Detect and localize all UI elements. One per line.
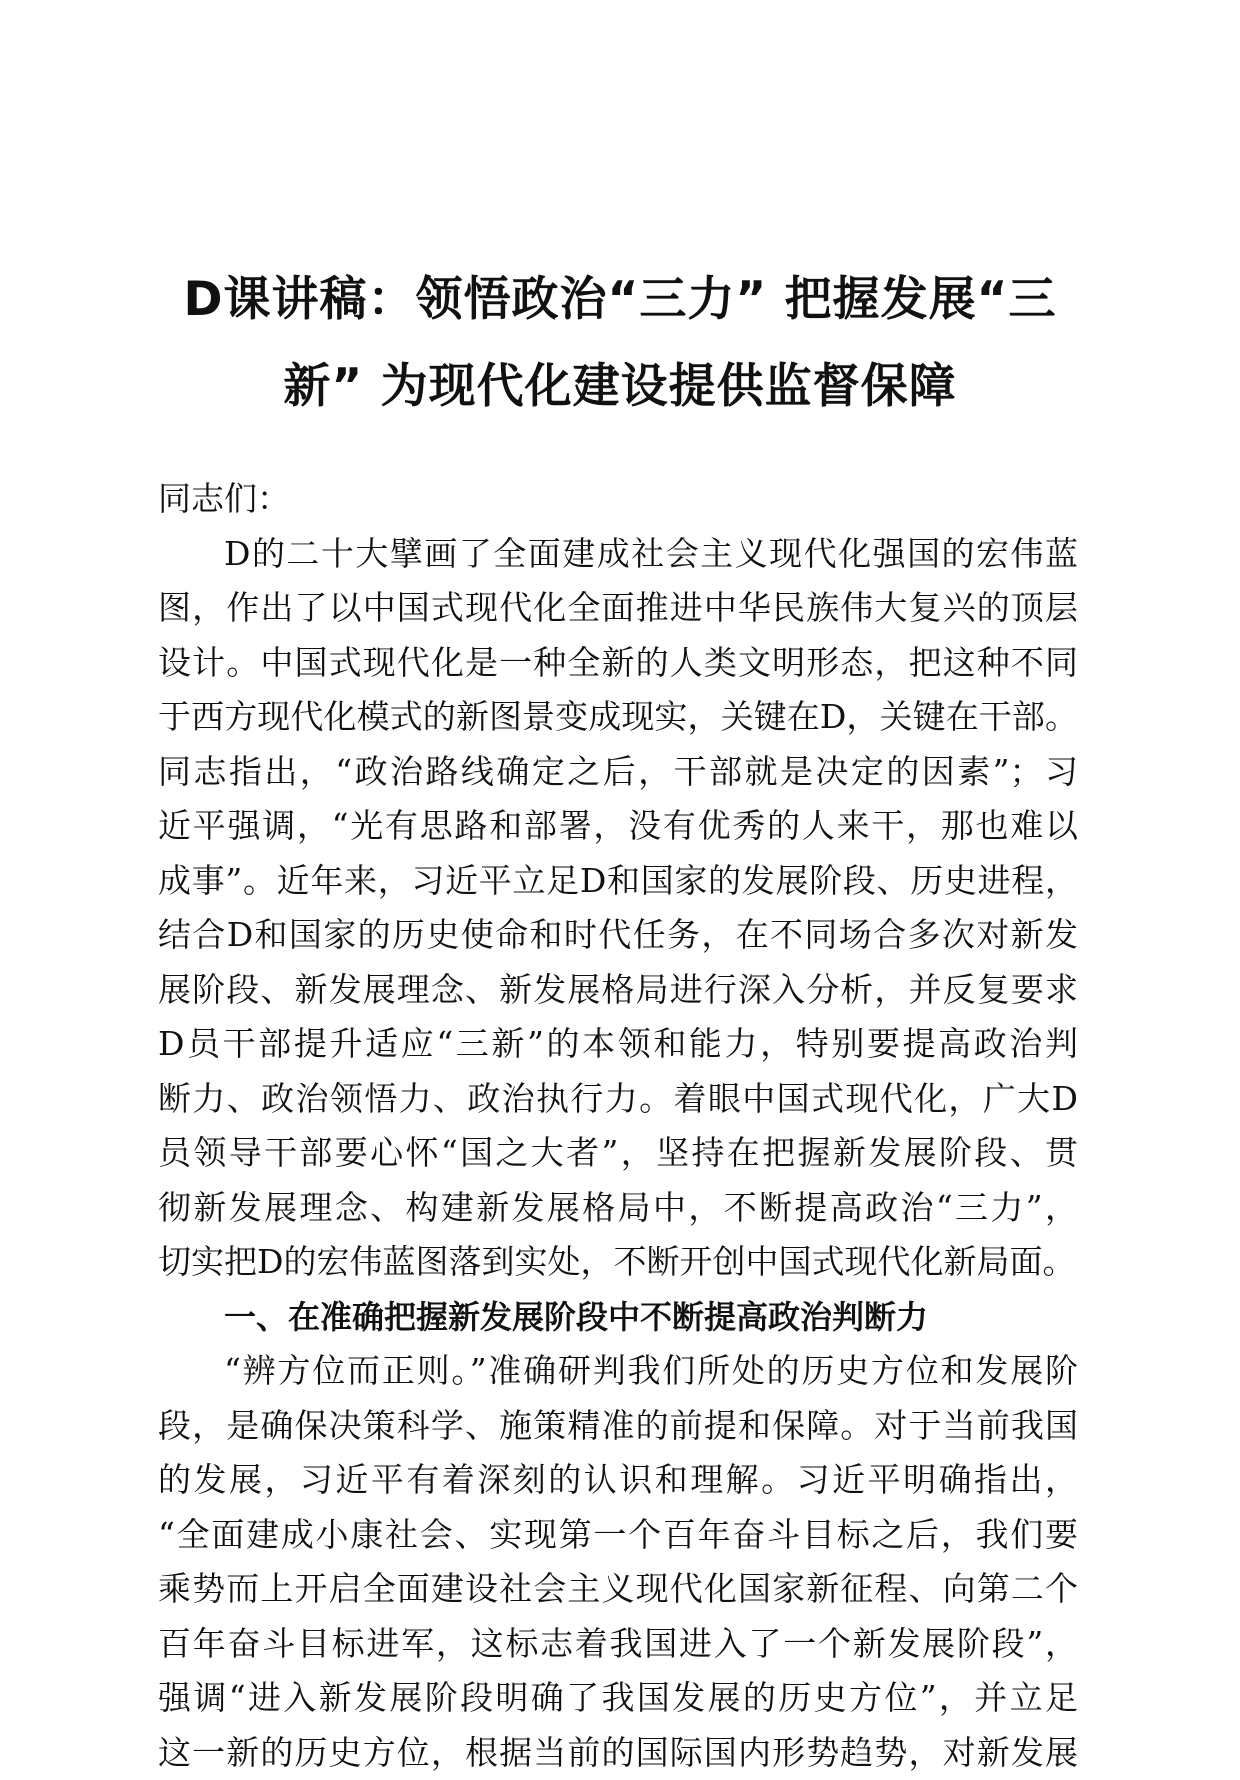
paragraph-line: 结合D和国家的历史使命和时代任务，在不同场合多次对新发 — [158, 908, 1078, 963]
paragraph-line: 于西方现代化模式的新图景变成现实，关键在D，关键在干部。 — [158, 690, 1078, 745]
section-heading-1: 一、在准确把握新发展阶段中不断提高政治判断力 — [158, 1290, 1078, 1345]
paragraph-line: 成事”。近年来，习近平立足D和国家的发展阶段、历史进程， — [158, 854, 1078, 909]
paragraph-2 — [158, 1344, 1078, 1780]
document-title-line-1: D课讲稿：领悟政治“三力” 把握发展“三 — [150, 262, 1090, 329]
paragraph-line: 的发展，习近平有着深刻的认识和理解。习近平明确指出， — [158, 1453, 1078, 1508]
paragraph-line: 段，是确保决策科学、施策精准的前提和保障。对于当前我国 — [158, 1399, 1078, 1454]
paragraph-line: 乘势而上开启全面建设社会主义现代化国家新征程、向第二个 — [158, 1562, 1078, 1617]
paragraph-line: 强调“进入新发展阶段明确了我国发展的历史方位”，并立足 — [158, 1671, 1078, 1726]
paragraph-line: 展阶段、新发展理念、新发展格局进行深入分析，并反复要求 — [158, 963, 1078, 1018]
paragraph-line: 设计。中国式现代化是一种全新的人类文明形态，把这种不同 — [158, 636, 1078, 691]
document-body — [158, 472, 1078, 1780]
paragraph-line: 近平强调，“光有思路和部署，没有优秀的人来干，那也难以 — [158, 799, 1078, 854]
paragraph-line: 切实把D的宏伟蓝图落到实处，不断开创中国式现代化新局面。 — [158, 1235, 1078, 1290]
document-title-line-2: 新” 为现代化建设提供监督保障 — [150, 349, 1090, 416]
paragraph-line: 同志指出，“政治路线确定之后，干部就是决定的因素”；习 — [158, 745, 1078, 800]
paragraph-line: “辨方位而正则。”准确研判我们所处的历史方位和发展阶 — [158, 1344, 1078, 1399]
paragraph-line: 员领导干部要心怀“国之大者”，坚持在把握新发展阶段、贯 — [158, 1126, 1078, 1181]
salutation: 同志们： — [158, 472, 1078, 527]
paragraph-line: 断力、政治领悟力、政治执行力。着眼中国式现代化，广大D — [158, 1072, 1078, 1127]
paragraph-line: 百年奋斗目标进军，这标志着我国进入了一个新发展阶段”， — [158, 1617, 1078, 1672]
paragraph-line: D的二十大擘画了全面建成社会主义现代化强国的宏伟蓝 — [158, 527, 1078, 582]
paragraph-line: 彻新发展理念、构建新发展格局中，不断提高政治“三力”， — [158, 1181, 1078, 1236]
paragraph-line: “全面建成小康社会、实现第一个百年奋斗目标之后，我们要 — [158, 1508, 1078, 1563]
paragraph-1 — [158, 527, 1078, 1290]
paragraph-line: 图，作出了以中国式现代化全面推进中华民族伟大复兴的顶层 — [158, 581, 1078, 636]
paragraph-line: D员干部提升适应“三新”的本领和能力，特别要提高政治判 — [158, 1017, 1078, 1072]
paragraph-line: 这一新的历史方位，根据当前的国际国内形势趋势，对新发展 — [158, 1726, 1078, 1780]
